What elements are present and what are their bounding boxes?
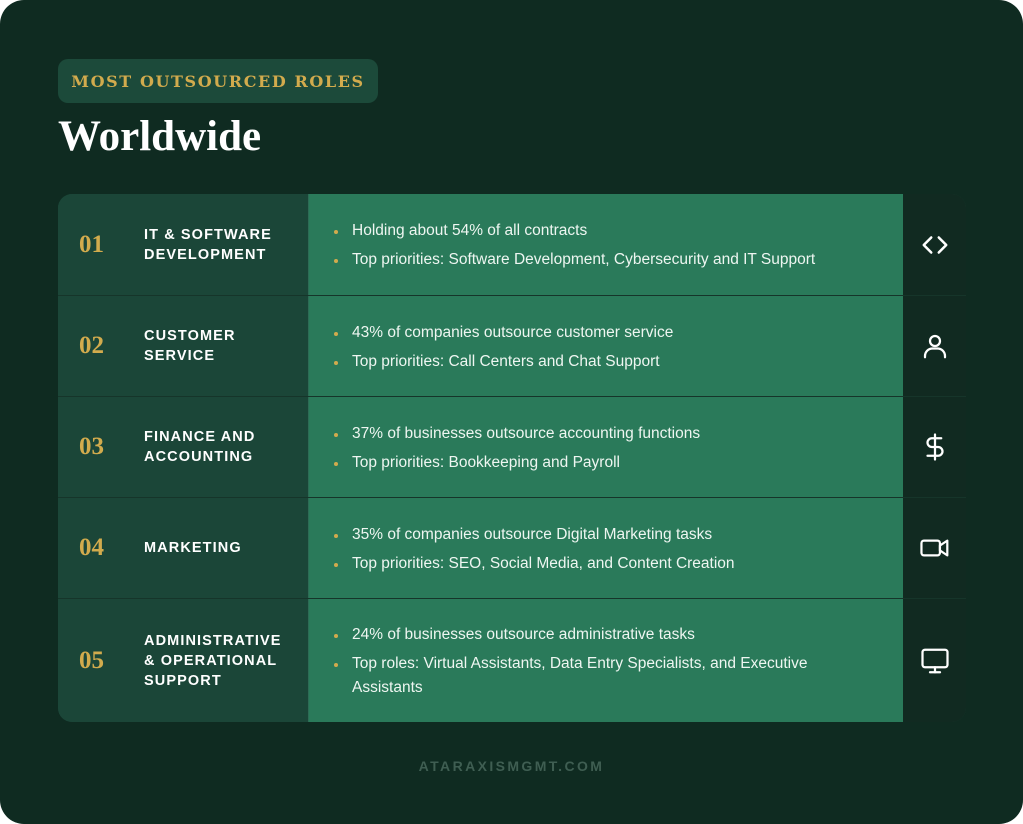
- table-row: [58, 295, 966, 396]
- table-row: [58, 194, 966, 295]
- video-camera-icon: [919, 533, 951, 563]
- role-cell: [58, 194, 309, 295]
- bullet-text: 35% of companies outsource Digital Marketing tasks: [352, 525, 713, 543]
- row-number: 05: [79, 646, 104, 674]
- bullet-dot: [334, 534, 338, 538]
- role-title: FINANCE AND ACCOUNTING: [144, 429, 256, 465]
- bullet-text: 43% of companies outsource customer service: [352, 323, 674, 341]
- row-number: 04: [79, 534, 104, 561]
- role-cell: [58, 397, 309, 497]
- bullet-list: [333, 319, 673, 374]
- details-cell: [309, 599, 903, 722]
- details-cell: [309, 498, 903, 598]
- bullet-list: [333, 521, 735, 576]
- details-cell: [309, 397, 903, 497]
- bullet-text: Holding about 54% of all contracts: [352, 222, 588, 239]
- bullet-text: Top roles: Virtual Assistants, Data Entry Specialists, and Executive Assistants: [352, 655, 808, 696]
- list-item: [333, 523, 735, 547]
- list-item: [333, 219, 815, 243]
- list-item: [333, 321, 673, 345]
- role-cell: [58, 296, 309, 396]
- bullet-dot: [334, 634, 338, 638]
- table-row: [58, 396, 966, 497]
- role-cell: [58, 498, 309, 598]
- user-icon: [920, 331, 950, 361]
- bullet-dot: [334, 462, 338, 466]
- bullet-dot: [334, 563, 338, 567]
- role-title: IT & SOFTWARE DEVELOPMENT: [144, 226, 272, 263]
- icon-cell: [903, 599, 966, 722]
- list-item: [333, 623, 875, 647]
- icon-cell: [903, 296, 966, 396]
- bullet-text: 24% of businesses outsource administrative tasks: [352, 626, 695, 643]
- eyebrow-text: MOST OUTSOURCED ROLES: [71, 71, 365, 91]
- bullet-dot: [334, 433, 338, 437]
- eyebrow-badge: [58, 59, 378, 103]
- code-icon: [920, 230, 950, 260]
- bullet-dot: [334, 663, 338, 667]
- details-cell: [309, 194, 903, 295]
- row-number: 03: [79, 433, 104, 460]
- details-cell: [309, 296, 903, 396]
- list-item: [333, 652, 875, 700]
- list-item: [333, 350, 673, 374]
- bullet-list: [333, 420, 700, 475]
- bullet-list: [333, 621, 875, 700]
- footer-website: ATARAXISMGMT.COM: [418, 758, 605, 774]
- bullet-dot: [334, 230, 338, 234]
- bullet-text: 37% of businesses outsource accounting functions: [352, 424, 701, 442]
- role-title: CUSTOMER SERVICE: [144, 328, 236, 364]
- row-number: 02: [79, 332, 104, 359]
- icon-cell: [903, 194, 966, 295]
- monitor-icon: [920, 646, 950, 676]
- page-title: Worldwide: [58, 113, 262, 160]
- bullet-list: [333, 217, 815, 272]
- bullet-dot: [334, 259, 338, 263]
- dollar-icon: [920, 432, 950, 462]
- table-row: [58, 497, 966, 598]
- bullet-dot: [334, 332, 338, 336]
- list-item: [333, 552, 735, 576]
- table-row: [58, 598, 966, 722]
- bullet-text: Top priorities: SEO, Social Media, and Content Creation: [352, 554, 735, 572]
- list-item: [333, 451, 700, 475]
- list-item: [333, 248, 815, 272]
- roles-table: [58, 194, 966, 722]
- row-number: 01: [79, 230, 104, 258]
- role-cell: [58, 599, 309, 722]
- bullet-dot: [334, 361, 338, 365]
- role-title: ADMINISTRATIVE & OPERATIONAL SUPPORT: [144, 632, 282, 689]
- icon-cell: [903, 397, 966, 497]
- role-title: MARKETING: [144, 540, 242, 556]
- icon-cell: [903, 498, 966, 598]
- list-item: [333, 422, 700, 446]
- bullet-text: Top priorities: Software Development, Cybersecurity and IT Support: [352, 251, 816, 268]
- bullet-text: Top priorities: Call Centers and Chat Support: [352, 352, 660, 370]
- bullet-text: Top priorities: Bookkeeping and Payroll: [352, 453, 620, 471]
